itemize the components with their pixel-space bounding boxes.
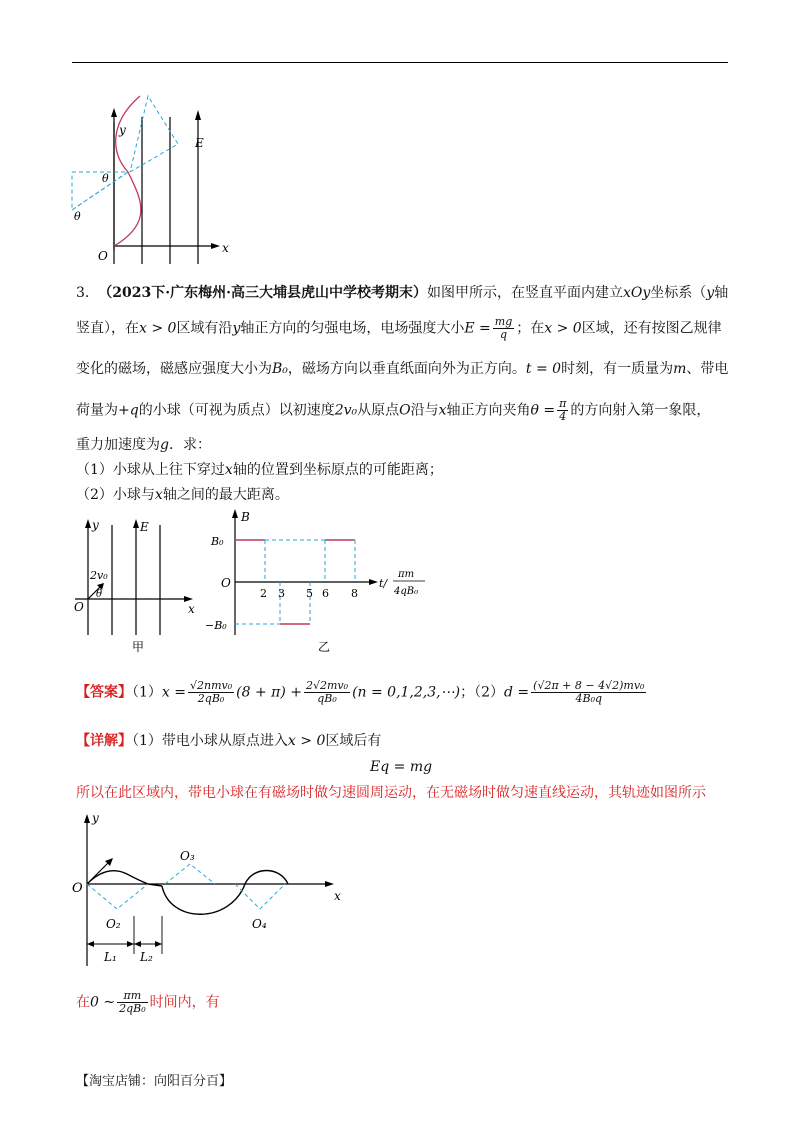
- math-segment: 0 ~: [90, 994, 116, 1011]
- text-segment: ；: [460, 684, 475, 701]
- math-segment: +q: [118, 402, 139, 419]
- math-segment: x =: [161, 684, 186, 701]
- text-segment: 的方向射入第一象限，: [570, 402, 711, 419]
- text-segment: （2）小球与: [76, 487, 155, 503]
- jia-y-label: y: [92, 518, 99, 532]
- text-segment: 、带电: [686, 361, 729, 377]
- text-segment: ，磁场方向以垂直纸面向外为正方向。: [287, 361, 526, 377]
- footer-shop: 【淘宝店铺：向阳百分百】: [76, 1074, 233, 1089]
- yi-t-unit-den: 4qB₀: [394, 586, 419, 597]
- figure-yi: [205, 505, 430, 655]
- text-segment: 变化的磁场，磁感应强度大小为: [76, 361, 272, 377]
- figure-trajectory: [70, 806, 350, 976]
- math-segment: 2v₀: [334, 402, 358, 419]
- math-segment: x: [438, 402, 447, 419]
- yi-caption: 乙: [318, 640, 331, 654]
- question-source: （2023下·广东梅州·高三大埔县虎山中学校考期末）: [98, 285, 427, 301]
- math-segment: d =: [504, 684, 530, 701]
- theta-label-2: θ: [74, 210, 81, 223]
- fraction-num: π: [559, 397, 567, 410]
- fraction: [557, 398, 568, 423]
- figure-jia: [70, 515, 205, 655]
- yi-t-unit-num: πm: [398, 569, 415, 580]
- jia-origin-label: O: [74, 600, 84, 614]
- y-axis-label: y: [119, 123, 126, 137]
- math-segment: (8 + π) +: [236, 684, 302, 701]
- math-segment: E =: [464, 320, 491, 337]
- text-segment: 轴的位置到坐标原点的可能距离；: [232, 462, 443, 478]
- answer-tag: 【答案】: [76, 684, 132, 701]
- question-line-2: [76, 316, 722, 341]
- question-line-4: [76, 398, 710, 423]
- fraction: [304, 680, 350, 705]
- math-segment: x > 0: [544, 320, 582, 337]
- jia-caption: 甲: [132, 640, 145, 654]
- yi-tick-8: 8: [351, 587, 358, 600]
- jia-theta-label: θ: [96, 589, 103, 600]
- math-segment: g: [160, 437, 169, 453]
- text-segment: ；在: [516, 320, 545, 337]
- math-segment: x > 0: [139, 320, 177, 337]
- math-segment: x: [224, 462, 233, 478]
- yi-minus-b0-label: −B₀: [205, 619, 227, 632]
- fraction-num: √2nmv₀: [190, 679, 233, 692]
- detail-equation: Eq = mg: [370, 759, 433, 775]
- math-segment: O: [399, 402, 411, 419]
- fraction-num: 2√2mv₀: [306, 679, 349, 692]
- traj-x-label: x: [334, 889, 341, 903]
- text-segment: 如图甲所示，在竖直平面内建立: [426, 285, 623, 301]
- detail-tag: 【详解】: [76, 733, 132, 749]
- origin-label: O: [98, 249, 108, 263]
- text-segment: 荷量为: [76, 402, 118, 419]
- text-segment: 的小球（可视为质点）以初速度: [138, 402, 335, 419]
- yi-b0-label: B₀: [211, 535, 224, 548]
- fraction-num: mg: [494, 315, 513, 328]
- fraction-den: 2qB₀: [197, 692, 225, 705]
- yi-tick-6: 6: [322, 587, 329, 600]
- fraction: [117, 990, 148, 1015]
- text-segment: 重力加速度为: [76, 437, 160, 453]
- text-segment: 区域后有: [325, 733, 382, 749]
- theta-label-1: θ: [102, 172, 109, 185]
- traj-origin-label: O: [72, 881, 83, 896]
- math-segment: (n = 0,1,2,3,⋯): [352, 684, 461, 701]
- fraction-den: qB₀: [317, 692, 337, 705]
- traj-l2-label: L₂: [140, 950, 153, 964]
- math-segment: xOy: [622, 285, 651, 301]
- e-label: E: [195, 136, 204, 150]
- yi-b-label: B: [241, 510, 250, 524]
- math-segment: x: [154, 487, 163, 503]
- text-segment: 轴正方向的匀强电场，电场强度大小: [240, 320, 465, 337]
- fraction-den: q: [499, 328, 508, 341]
- text-segment: （2）: [474, 684, 504, 701]
- jia-x-label: x: [188, 602, 195, 616]
- text-segment: （1）带电小球从原点进入: [132, 733, 288, 749]
- math-segment: x > 0: [287, 733, 326, 749]
- detail-line-1: [76, 730, 381, 752]
- text-segment: 轴: [714, 285, 729, 301]
- sub-question-1: [76, 459, 443, 481]
- text-segment: 轴之间的最大距离。: [162, 487, 289, 503]
- fraction-den: 4B₀q: [575, 692, 603, 705]
- yi-origin-label: O: [221, 576, 231, 590]
- text-segment: 时间内，有: [149, 994, 220, 1011]
- text-segment: 时刻，有一质量为: [561, 361, 674, 377]
- yi-tick-3: 3: [278, 587, 285, 600]
- text-segment: 坐标系（: [650, 285, 707, 301]
- math-segment: m: [673, 361, 687, 377]
- question-line-1: [76, 282, 728, 304]
- fraction: [493, 316, 514, 341]
- sub-question-2: [76, 484, 289, 506]
- question-line-5: [76, 434, 211, 456]
- text-segment: 在: [76, 994, 90, 1011]
- question-line-3: [76, 358, 728, 380]
- traj-y-label: y: [92, 811, 99, 825]
- header-rule: [72, 62, 728, 63]
- x-axis-label: x: [222, 241, 229, 255]
- text-segment: 区域，还有按图乙规律: [581, 320, 722, 337]
- traj-l1-label: L₁: [104, 950, 117, 964]
- math-segment: y: [706, 285, 715, 301]
- traj-o4-label: O₄: [252, 917, 267, 931]
- detail-line-2: 所以在此区域内，带电小球在有磁场时做匀速圆周运动，在无磁场时做匀速直线运动，其轨迹如图所示: [76, 785, 706, 801]
- text-segment: 区域有沿: [176, 320, 233, 337]
- text-segment: 轴正方向夹角: [446, 402, 531, 419]
- traj-o2-label: O₂: [106, 917, 121, 931]
- math-segment: B₀: [272, 361, 288, 377]
- answer-line: [76, 680, 648, 705]
- fraction-den: 4: [559, 410, 567, 423]
- text-segment: 竖直），在: [76, 320, 139, 337]
- math-segment: y: [232, 320, 241, 337]
- yi-tick-2: 2: [260, 587, 267, 600]
- traj-o3-label: O₃: [180, 849, 195, 863]
- question-number: 3.: [76, 285, 90, 301]
- text-segment: （1）: [132, 684, 162, 701]
- yi-t-label: t/: [379, 577, 388, 590]
- text-segment: 从原点: [357, 402, 400, 419]
- fraction: [531, 680, 646, 705]
- fraction-num: πm: [117, 990, 148, 1003]
- figure-top-trajectory: [70, 92, 240, 267]
- text-segment: ．求：: [168, 437, 211, 453]
- fraction: [188, 680, 234, 705]
- fraction-den: 2qB₀: [119, 1002, 146, 1015]
- math-segment: t = 0: [525, 361, 562, 377]
- text-segment: （1）小球从上往下穿过: [76, 462, 225, 478]
- text-segment: 沿与: [410, 402, 439, 419]
- fraction-num: (√2π + 8 − 4√2)mv₀: [533, 679, 645, 692]
- detail-line-3: [76, 990, 220, 1015]
- math-segment: θ =: [530, 402, 556, 419]
- jia-velocity-label: 2v₀: [90, 569, 108, 582]
- yi-tick-5: 5: [306, 587, 313, 600]
- jia-e-label: E: [140, 520, 149, 534]
